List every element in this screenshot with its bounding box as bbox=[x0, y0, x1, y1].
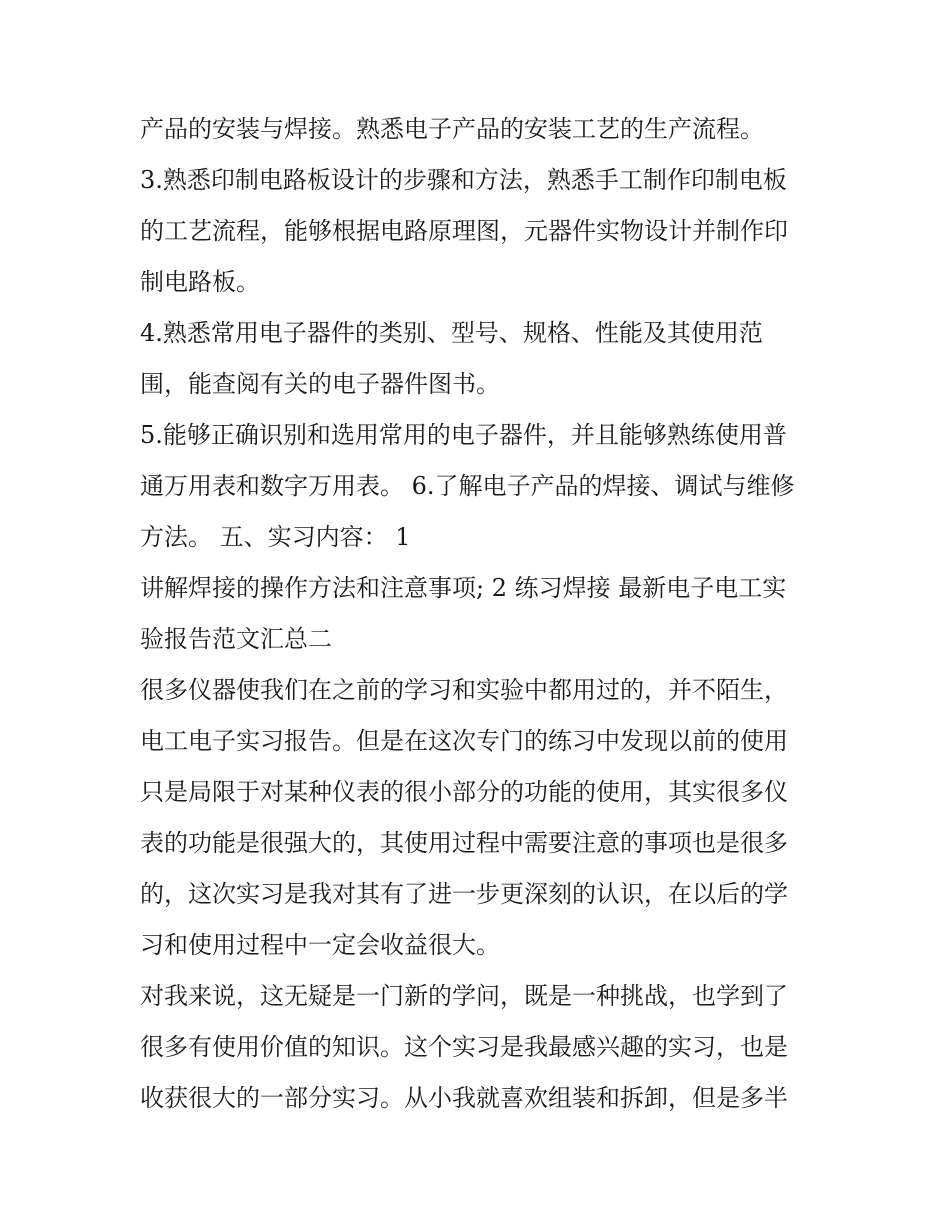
text-line: 对我来说，这无疑是一门新的学问，既是一种挑战，也学到了 bbox=[140, 982, 788, 1010]
text-line: 很多仪器使我们在之前的学习和实验中都用过的，并不陌生， bbox=[140, 676, 788, 704]
text-line: 电工电子实习报告。但是在这次专门的练习中发现以前的使用 bbox=[140, 727, 788, 755]
text-line: 只是局限于对某种仪表的很小部分的功能的使用，其实很多仪 bbox=[140, 778, 788, 806]
text-line: 围，能查阅有关的电子器件图书。 bbox=[140, 370, 500, 398]
text-line: 3.熟悉印制电路板设计的步骤和方法，熟悉手工制作印制电板 bbox=[140, 166, 787, 194]
document-body bbox=[140, 104, 820, 1124]
text-line: 讲解焊接的操作方法和注意事项; 2 练习焊接 最新电子电工实 bbox=[140, 574, 787, 602]
text-line: 5.能够正确识别和选用常用的电子器件，并且能够熟练使用普 bbox=[140, 421, 787, 449]
text-line: 习和使用过程中一定会收益很大。 bbox=[140, 931, 500, 959]
text-line: 4.熟悉常用电子器件的类别、型号、规格、性能及其使用范 bbox=[140, 319, 763, 347]
text-line: 收获很大的一部分实习。从小我就喜欢组装和拆卸，但是多半 bbox=[140, 1084, 788, 1112]
text-line: 验报告范文汇总二 bbox=[140, 625, 332, 653]
text-line: 方法。 五、实习内容： 1 bbox=[140, 523, 411, 551]
text-line: 的，这次实习是我对其有了进一步更深刻的认识，在以后的学 bbox=[140, 880, 788, 908]
text-line: 很多有使用价值的知识。这个实习是我最感兴趣的实习，也是 bbox=[140, 1033, 788, 1061]
text-line: 制电路板。 bbox=[140, 268, 260, 296]
text-line: 表的功能是很强大的，其使用过程中需要注意的事项也是很多 bbox=[140, 829, 788, 857]
text-line: 通万用表和数字万用表。 6.了解电子产品的焊接、调试与维修 bbox=[140, 472, 795, 500]
text-line: 产品的安装与焊接。熟悉电子产品的安装工艺的生产流程。 bbox=[140, 115, 764, 143]
text-line: 的工艺流程，能够根据电路原理图，元器件实物设计并制作印 bbox=[140, 217, 788, 245]
